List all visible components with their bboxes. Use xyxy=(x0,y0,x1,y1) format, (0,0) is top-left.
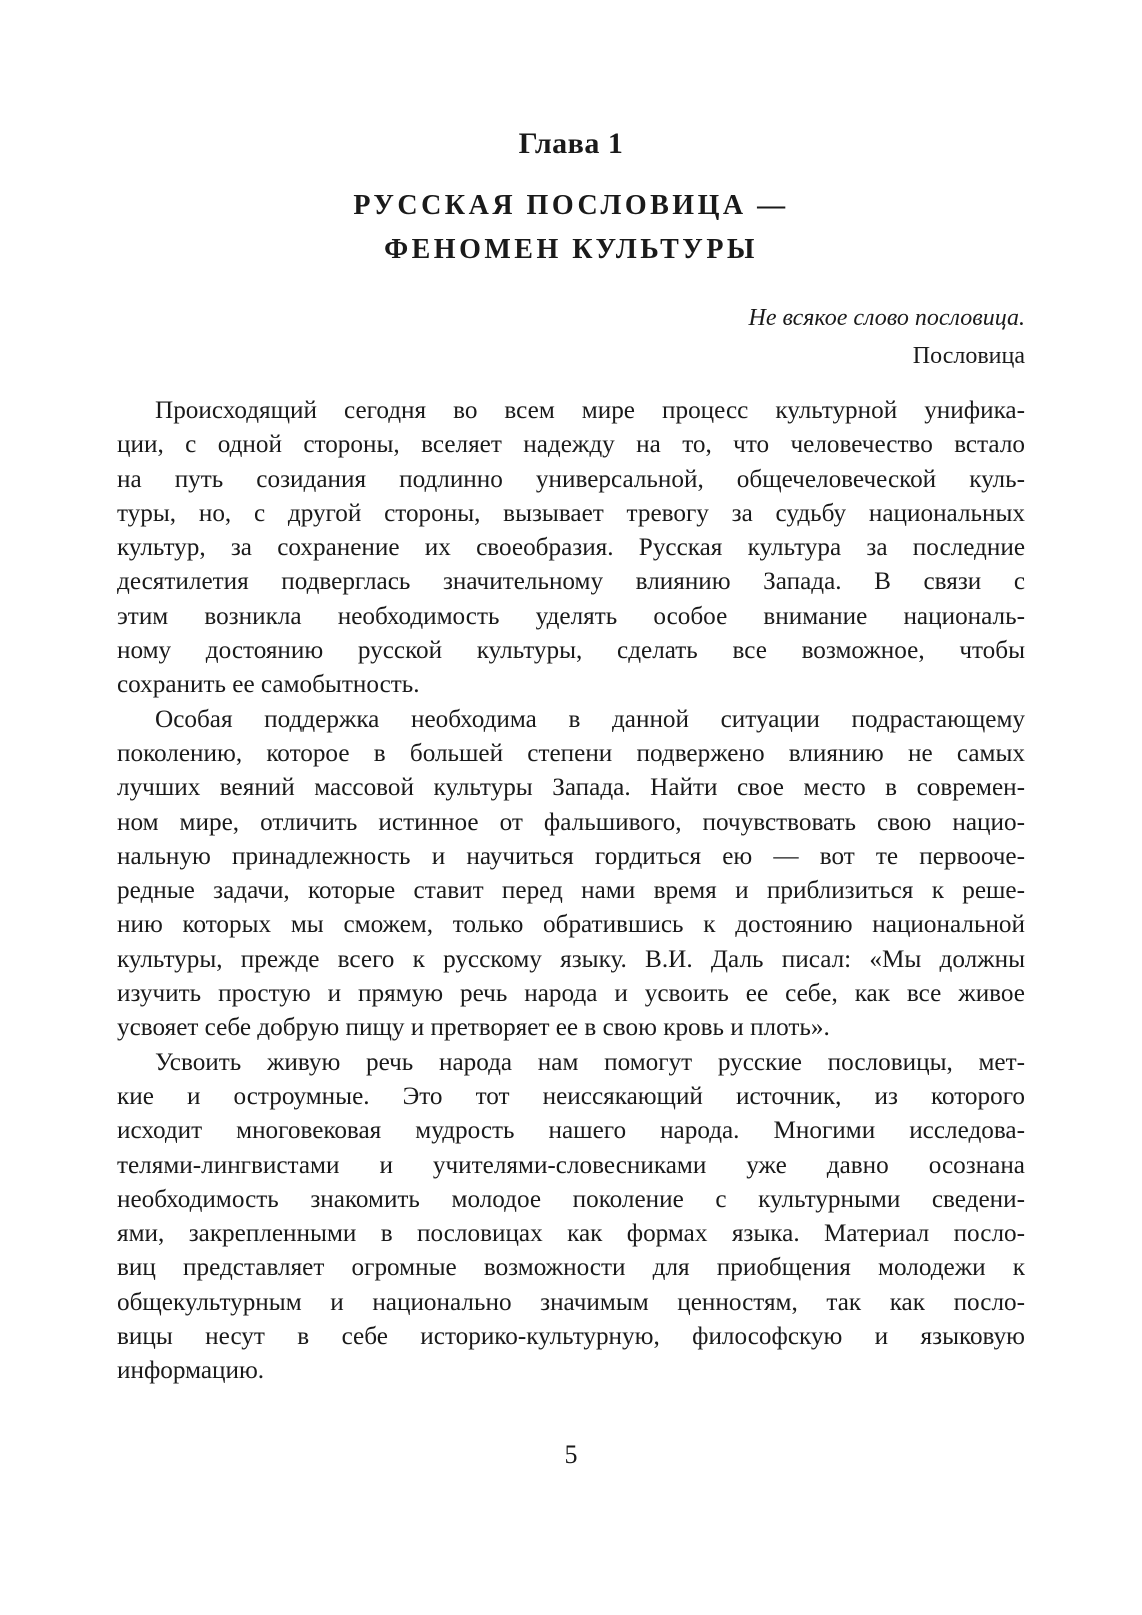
text-line: ном мире, отличить истинное от фальшивого, почувствовать свою нацио- xyxy=(117,808,1025,836)
text-line: нальную принадлежность и научиться гордиться ею — вот те первооче- xyxy=(117,842,1025,870)
text-line: информацию. xyxy=(117,1357,265,1385)
page-number: 5 xyxy=(564,1440,578,1469)
chapter-title-line-1: РУССКАЯ ПОСЛОВИЦА — xyxy=(353,190,789,221)
text-line: туры, но, с другой стороны, вызывает тревогу за судьбу национальных xyxy=(117,499,1025,527)
text-line: сохранить ее самобытность. xyxy=(117,671,420,699)
text-line: общекультурным и национально значимым ценностям, так как посло- xyxy=(117,1288,1025,1316)
text-line: телями-лингвистами и учителями-словесниками уже давно осознана xyxy=(117,1151,1025,1179)
body-text xyxy=(117,394,1025,1389)
book-page xyxy=(117,0,1025,1615)
text-line: редные задачи, которые ставит перед нами время и приблизиться к реше- xyxy=(117,877,1025,905)
text-line: ями, закрепленными в пословицах как формах языка. Материал посло- xyxy=(117,1220,1025,1248)
paragraph-3 xyxy=(117,1046,1025,1389)
text-line: вицы несут в себе историко-культурную, философскую и языковую xyxy=(117,1323,1025,1351)
text-line: Особая поддержка необходима в данной ситуации подрастающему xyxy=(155,705,1025,733)
text-line: усвояет себе добрую пищу и претворяет ее в свою кровь и плоть». xyxy=(117,1014,830,1042)
paragraph-1 xyxy=(117,394,1025,703)
chapter-title-line-2: ФЕНОМЕН КУЛЬТУРЫ xyxy=(384,234,758,265)
epigraph xyxy=(749,299,1026,375)
text-line: ному достоянию русской культуры, сделать все возможное, чтобы xyxy=(117,637,1025,665)
text-line: кие и остроумные. Это тот неиссякающий источник, из которого xyxy=(117,1082,1025,1110)
chapter-label: Глава 1 xyxy=(518,127,624,160)
text-line: необходимость знакомить молодое поколение с культурными сведени- xyxy=(117,1185,1025,1213)
text-line: исходит многовековая мудрость нашего народа. Многими исследова- xyxy=(117,1117,1025,1145)
text-line: Усвоить живую речь народа нам помогут русские пословицы, мет- xyxy=(155,1048,1025,1076)
text-line: нию которых мы сможем, только обратившись к достоянию национальной xyxy=(117,911,1025,939)
epigraph-source: Пословица xyxy=(912,343,1025,369)
text-line: десятилетия подверглась значительному влиянию Запада. В связи с xyxy=(117,568,1025,596)
text-line: этим возникла необходимость уделять особое внимание националь- xyxy=(117,602,1025,630)
text-line: изучить простую и прямую речь народа и усвоить ее себе, как все живое xyxy=(117,980,1025,1008)
chapter-title xyxy=(117,184,1025,272)
epigraph-text: Не всякое слово пословица. xyxy=(748,305,1025,331)
text-line: ции, с одной стороны, вселяет надежду на то, что человечество встало xyxy=(117,431,1025,459)
text-line: культуры, прежде всего к русскому языку. В.И. Даль писал: «Мы должны xyxy=(117,945,1025,973)
text-line: лучших веяний массовой культуры Запада. Найти свое место в современ- xyxy=(117,774,1025,802)
text-line: виц представляет огромные возможности для приобщения молодежи к xyxy=(117,1254,1025,1282)
text-line: культур, за сохранение их своеобразия. Русская культура за последние xyxy=(117,534,1025,562)
paragraph-2 xyxy=(117,703,1025,1046)
text-line: поколению, которое в большей степени подвержено влиянию не самых xyxy=(117,739,1025,767)
text-line: на путь созидания подлинно универсальной, общечеловеческой куль- xyxy=(117,465,1025,493)
text-line: Происходящий сегодня во всем мире процесс культурной унифика- xyxy=(155,397,1025,424)
